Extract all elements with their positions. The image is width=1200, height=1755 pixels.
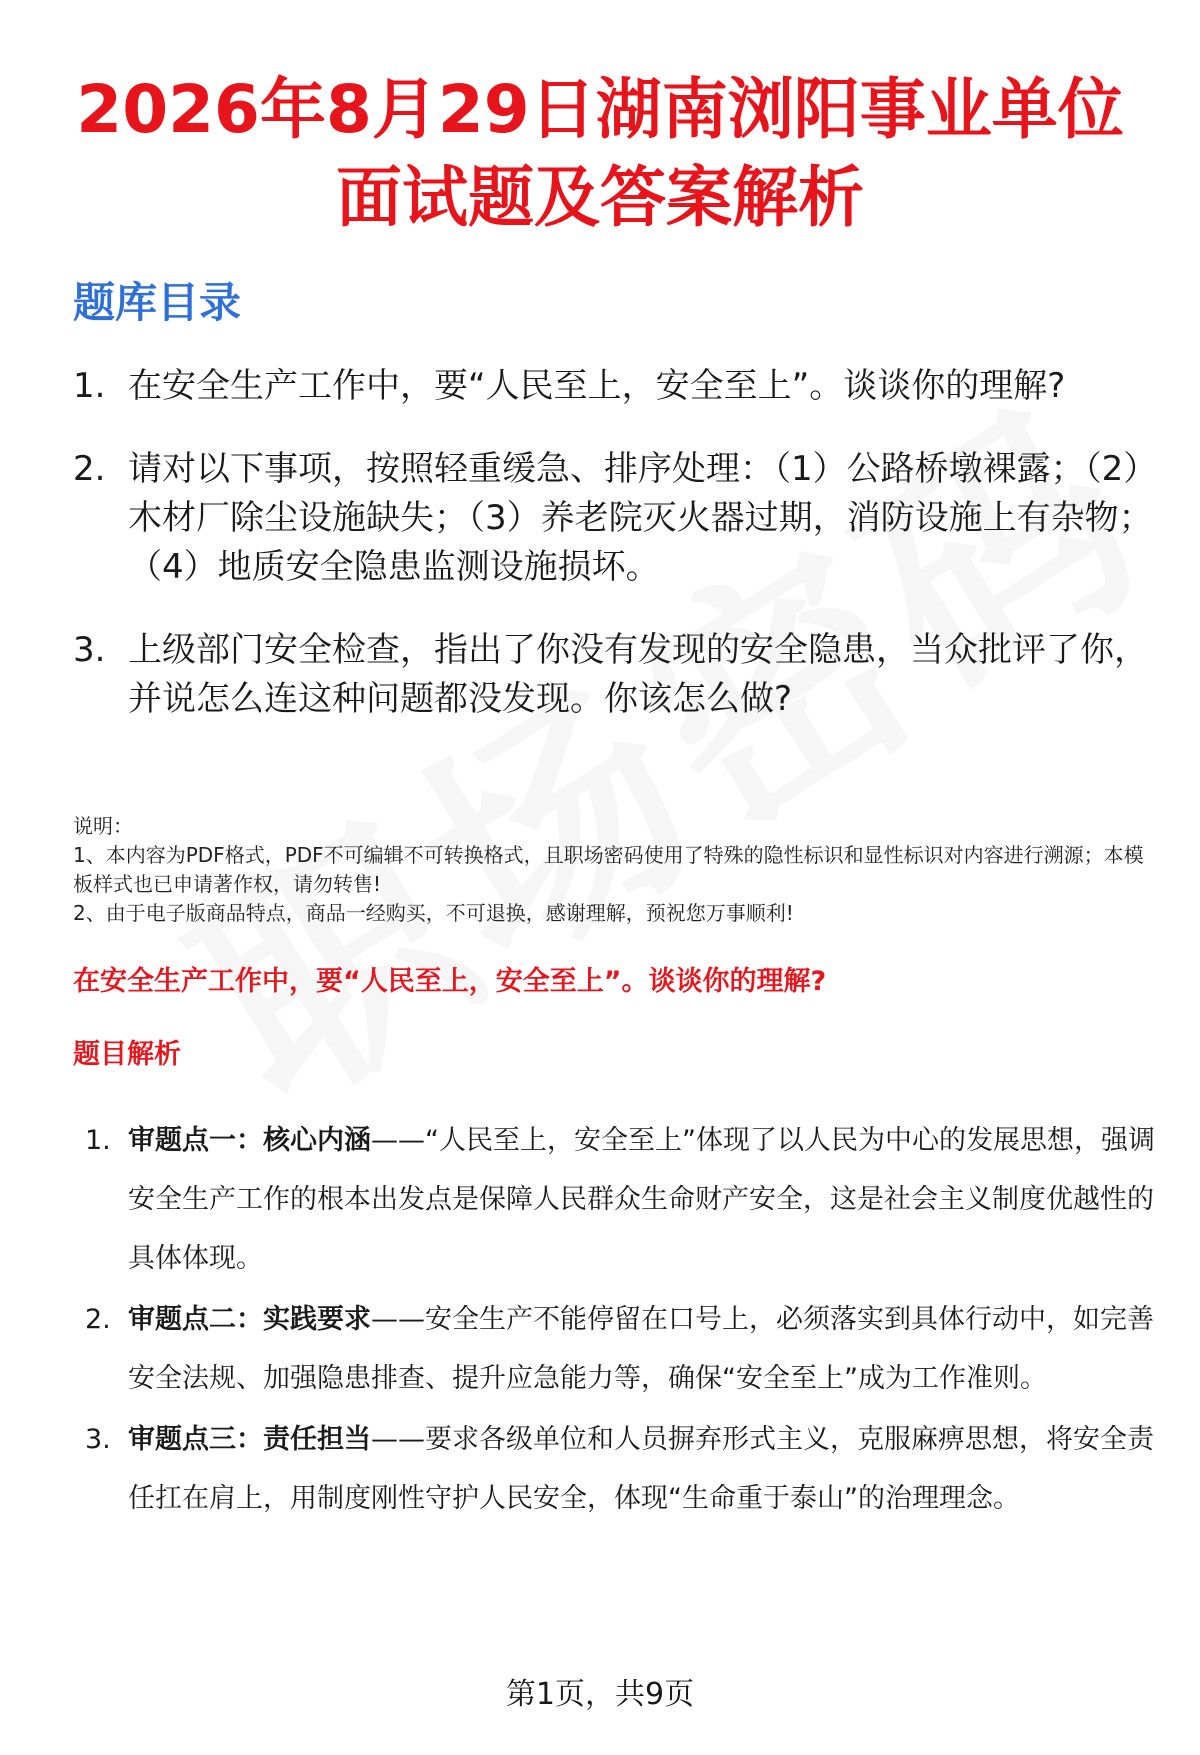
toc-heading: 题库目录 [73, 278, 242, 327]
notes-label: 说明： [73, 814, 133, 838]
point-text: ——要求各级单位和人员摒弃形式主义，克服麻痹思想，将安全责任扛在肩上，用制度刚性守护人民安全，体现“生命重于泰山”的治理理念。 [128, 1424, 1154, 1514]
point-heading: 审题点三：责任担当 [128, 1424, 371, 1455]
point-text: ——“人民至上，安全至上”体现了以人民为中心的发展思想，强调安全生产工作的根本出发点是保障人民群众生命财产安全，这是社会主义制度优越性的具体体现。 [128, 1125, 1155, 1274]
point-body [128, 1111, 1163, 1288]
analysis-heading: 题目解析 [73, 1039, 181, 1070]
notes-line-1: 1、本内容为PDF格式，PDF不可编辑不可转换格式，且职场密码使用了特殊的隐性标识和显性标识对内容进行溯源；本模板样式也已申请著作权，请勿转售! [73, 843, 1144, 896]
toc-item-text: 上级部门安全检查，指出了你没有发现的安全隐患，当众批评了你，并说怎么连这种问题都没发现。你该怎么做? [128, 630, 1148, 719]
analysis-point [73, 1290, 1163, 1408]
toc-item-number: 1. [73, 366, 106, 406]
toc-item[interactable] [73, 626, 1153, 724]
toc-item[interactable] [73, 362, 1153, 411]
toc-item-text: 请对以下事项，按照轻重缓急、排序处理：（1）公路桥墩裸露；（2）木材厂除尘设施缺失；（3）养老院灭火器过期，消防设施上有杂物；（4）地质安全隐患监测设施损坏。 [128, 449, 1153, 587]
document-title [0, 66, 1200, 242]
point-number: 3. [85, 1424, 111, 1455]
point-text: ——安全生产不能停留在口号上，必须落实到具体行动中，如完善安全法规、加强隐患排查、提升应急能力等，确保“安全至上”成为工作准则。 [128, 1304, 1154, 1394]
page-number: 第1页，共9页 [505, 1677, 695, 1712]
toc-item-number: 3. [73, 630, 106, 670]
point-body [128, 1410, 1163, 1528]
point-number: 2. [85, 1304, 111, 1335]
toc-item-text: 在安全生产工作中，要“人民至上，安全至上”。谈谈你的理解? [128, 366, 1066, 406]
notes-line-2: 2、由于电子版商品特点，商品一经购买，不可退换，感谢理解，预祝您万事顺利! [73, 901, 794, 925]
point-number: 1. [85, 1125, 111, 1156]
point-heading: 审题点一：核心内涵 [128, 1125, 371, 1156]
title-line-2: 面试题及答案解析 [336, 159, 864, 236]
toc-item[interactable] [73, 445, 1153, 592]
title-line-1: 2026年8月29日湖南浏阳事业单位 [76, 71, 1124, 148]
toc-item-number: 2. [73, 449, 106, 489]
point-heading: 审题点二：实践要求 [128, 1304, 371, 1335]
analysis-point [73, 1410, 1163, 1528]
toc-list [73, 362, 1153, 758]
notes-block [73, 812, 1163, 928]
analysis-point [73, 1111, 1163, 1288]
question-title: 在安全生产工作中，要“人民至上，安全至上”。谈谈你的理解? [73, 966, 827, 997]
point-body [128, 1290, 1163, 1408]
analysis-points [73, 1111, 1163, 1530]
